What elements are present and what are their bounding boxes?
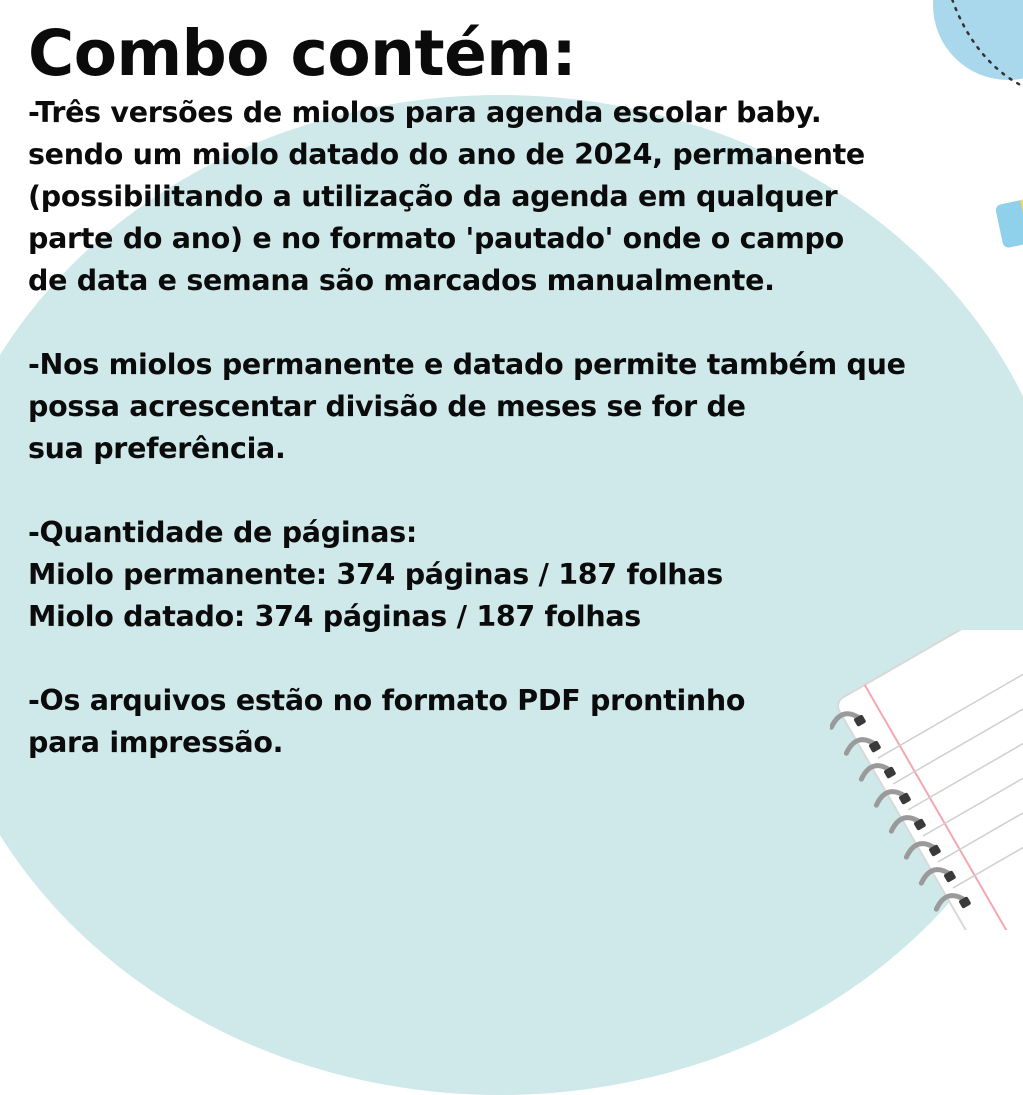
text-line: Miolo permanente: 374 páginas / 187 folhas [28,558,723,591]
content-area [28,18,1013,806]
text-line: parte do ano) e no formato 'pautado' onde o campo [28,222,844,255]
text-line: -Nos miolos permanente e datado permite também que [28,348,906,381]
paragraph-versions [28,92,1013,302]
text-line: de data e semana são marcados manualmente. [28,264,775,297]
paragraph-file-format [28,680,1013,764]
paragraph-months [28,344,1013,470]
text-line: -Três versões de miolos para agenda escolar baby. [28,96,822,129]
text-line: -Quantidade de páginas: [28,516,417,549]
text-line: sua preferência. [28,432,286,465]
text-line: sendo um miolo datado do ano de 2024, permanente [28,138,865,171]
paragraph-page-count [28,512,1013,638]
text-line: para impressão. [28,726,284,759]
text-line: possa acrescentar divisão de meses se for de [28,390,746,423]
text-line: -Os arquivos estão no formato PDF prontinho [28,684,746,717]
text-line: (possibilitando a utilização da agenda em qualquer [28,180,838,213]
page-title: Combo contém: [28,17,577,90]
text-line: Miolo datado: 374 páginas / 187 folhas [28,600,641,633]
